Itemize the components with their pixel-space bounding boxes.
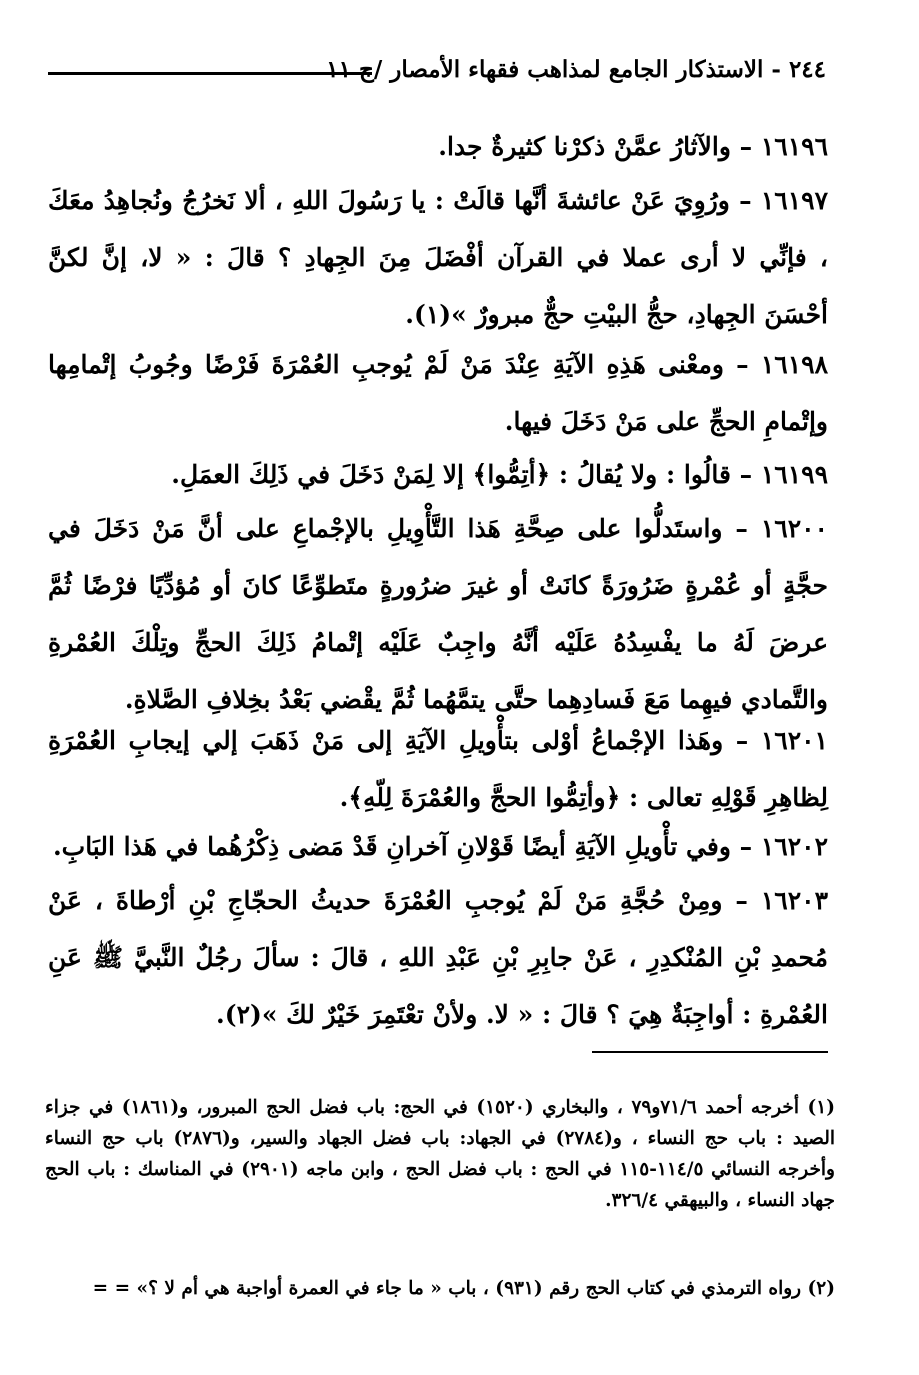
paragraph-16202: ١٦٢٠٢ – وفي تأْويلِ الآيَةِ أيضًا قَوْلانِ آخرانِ قَدْ مَضى ذِكْرُهُما في هَذا البَابِ. [52, 832, 828, 861]
paragraph-16198: ١٦١٩٨ – ومعْنى هَذِهِ الآيَةِ عِنْدَ مَنْ لَمْ يُوجبِ العُمْرَةَ فَرْضًا وجُوبُ إتْمامِها وإتْمامِ الحجِّ على مَنْ دَخَلَ فيها. [48, 350, 828, 436]
page-header [48, 50, 826, 90]
paragraph-number: ١٦١٩٩ [760, 460, 828, 489]
paragraph-text: والآثارُ عمَّنْ ذكرْنا كثيرةٌ جدا. [438, 132, 731, 161]
footnote-2: (٢) رواه الترمذي في كتاب الحج رقم (٩٣١) ، باب « ما جاء في العمرة أواجبة هي أم لا ؟» = = [92, 1278, 835, 1299]
paragraph-text: ومِنْ حُجَّةِ مَنْ لَمْ يُوجبِ العُمْرَةَ حديثُ الحجّاجِ بْنِ أرْطاةَ ، عَنْ مُحمدِ بْنِ المُنْكدِرِ ، عَنْ جابِرِ بْنِ عَبْدِ اللهِ ، قالَ : سألَ رجُلٌ النَّبيَّ ﷺ عَنِ العُمْرةِ : أواجِبَةٌ هِيَ ؟ قالَ : « لا. ولأنْ تعْتَمِرَ خَيْرٌ لكَ »(٢). [48, 886, 828, 1029]
footnote-1: (١) أخرجه أحمد ٧١/٦و٧٩ ، والبخاري (١٥٢٠) في الحج: باب فضل الحج المبرور، و(١٨٦١) في جزاء الصيد : باب حج النساء ، و(٢٧٨٤) في الجهاد: باب فضل الجهاد والسير، و(٢٨٧٦) باب حج النساء وأخرجه النسائي ١١٤/٥-١١٥ في الحج : باب فضل الحج ، وابن ماجه (٢٩٠١) في المناسك : باب الحج جهاد النساء ، والبيهقي ٣٢٦/٤. [45, 1097, 835, 1211]
paragraph-number: ١٦١٩٧ [760, 186, 828, 215]
paragraph-number: ١٦٢٠١ [760, 726, 828, 755]
paragraph-text: واستَدلُّوا على صِحَّةِ هَذا التَّأْوِيلِ بالإجْماعِ على أنَّ مَنْ دَخَلَ في حجَّةٍ أو عُمْرةٍ ضَرُورَةً كانَتْ أو غيرَ ضرُورةٍ متَطوِّعًا كانَ أو مُؤدِّيًا فرْضًا ثُمَّ عرضَ لَهُ ما يفْسِدُهُ عَلَيْه أنَّهُ واجِبٌ عَلَيْه إتْمامُ ذَلِكَ الحجِّ وتِلْكَ العُمْرةِ والتَّمادي فيهِما مَعَ فَسادِهِما حتَّى يتمَّهُما ثُمَّ يقْضي بَعْدُ بخِلافِ الصَّلاةِ. [48, 514, 828, 714]
footnote-separator [592, 1051, 828, 1053]
paragraph-number: ١٦١٩٦ [760, 132, 828, 161]
paragraph-text: ومعْنى هَذِهِ الآيَةِ عِنْدَ مَنْ لَمْ يُوجبِ العُمْرَةَ فَرْضًا وجُوبُ إتْمامِها وإتْمامِ الحجِّ على مَنْ دَخَلَ فيها. [48, 350, 828, 436]
paragraph-number: ١٦٢٠٢ [760, 832, 828, 861]
paragraph-text: قالُوا : ولا يُقالُ : ﴿أتِمُّوا﴾ إلا لِمَنْ دَخَلَ في ذَلِكَ العمَلِ. [171, 460, 731, 489]
paragraph-text: وفي تأْويلِ الآيَةِ أيضًا قَوْلانِ آخرانِ قَدْ مَضى ذِكْرُهُما في هَذا البَابِ. [52, 832, 731, 861]
header-rule [48, 72, 372, 75]
paragraph-16196: ١٦١٩٦ – والآثارُ عمَّنْ ذكرْنا كثيرةٌ جدا. [438, 132, 828, 161]
paragraph-number: ١٦١٩٨ [760, 350, 828, 379]
paragraph-16197: ١٦١٩٧ – ورُوِيَ عَنْ عائشةَ أنَّها قالَتْ : يا رَسُولَ اللهِ ، ألا نَخرُجُ ونُجاهِدُ معَكَ ، فإنِّي لا أرى عملا في القرآن أفْضَلَ مِنَ الجِهادِ ؟ قالَ : « لا، إنَّ لكنَّ أحْسَنَ الجِهادِ، حجُّ البيْتِ حجٌّ مبرورٌ »(١). [48, 186, 828, 329]
paragraph-16201: ١٦٢٠١ – وهَذا الإجْماعُ أوْلى بتأْويلِ الآيَةِ إلى مَنْ ذَهَبَ إلي إيجابِ العُمْرَةِ لِظاهِرِ قَوْلِهِ تعالى : ﴿وأتِمُّوا الحجَّ والعُمْرَةَ لِلّهِ﴾. [48, 726, 828, 812]
paragraph-16199: ١٦١٩٩ – قالُوا : ولا يُقالُ : ﴿أتِمُّوا﴾ إلا لِمَنْ دَخَلَ في ذَلِكَ العمَلِ. [171, 460, 828, 489]
paragraph-16203: ١٦٢٠٣ – ومِنْ حُجَّةِ مَنْ لَمْ يُوجبِ العُمْرَةَ حديثُ الحجّاجِ بْنِ أرْطاةَ ، عَنْ مُحمدِ بْنِ المُنْكدِرِ ، عَنْ جابِرِ بْنِ عَبْدِ اللهِ ، قالَ : سألَ رجُلٌ النَّبيَّ ﷺ عَنِ العُمْرةِ : أواجِبَةٌ هِيَ ؟ قالَ : « لا. ولأنْ تعْتَمِرَ خَيْرٌ لكَ »(٢). [48, 886, 828, 1029]
paragraph-text: ورُوِيَ عَنْ عائشةَ أنَّها قالَتْ : يا رَسُولَ اللهِ ، ألا نَخرُجُ ونُجاهِدُ معَكَ ، فإنِّي لا أرى عملا في القرآن أفْضَلَ مِنَ الجِهادِ ؟ قالَ : « لا، إنَّ لكنَّ أحْسَنَ الجِهادِ، حجُّ البيْتِ حجٌّ مبرورٌ »(١). [48, 186, 828, 329]
paragraph-16200: ١٦٢٠٠ – واستَدلُّوا على صِحَّةِ هَذا التَّأْوِيلِ بالإجْماعِ على أنَّ مَنْ دَخَلَ في حجَّةٍ أو عُمْرةٍ ضَرُورَةً كانَتْ أو غيرَ ضرُورةٍ متَطوِّعًا كانَ أو مُؤدِّيًا فرْضًا ثُمَّ عرضَ لَهُ ما يفْسِدُهُ عَلَيْه أنَّهُ واجِبٌ عَلَيْه إتْمامُ ذَلِكَ الحجِّ وتِلْكَ العُمْرةِ والتَّمادي فيهِما مَعَ فَسادِهِما حتَّى يتمَّهُما ثُمَّ يقْضي بَعْدُ بخِلافِ الصَّلاةِ. [48, 514, 828, 714]
paragraph-text: وهَذا الإجْماعُ أوْلى بتأْويلِ الآيَةِ إلى مَنْ ذَهَبَ إلي إيجابِ العُمْرَةِ لِظاهِرِ قَوْلِهِ تعالى : ﴿وأتِمُّوا الحجَّ والعُمْرَةَ لِلّهِ﴾. [48, 726, 828, 812]
running-header-title: ٢٤٤ - الاستذكار الجامع لمذاهب فقهاء الأمصار /ج ١١ [326, 56, 826, 83]
paragraph-number: ١٦٢٠٠ [760, 514, 828, 543]
paragraph-number: ١٦٢٠٣ [760, 886, 828, 915]
